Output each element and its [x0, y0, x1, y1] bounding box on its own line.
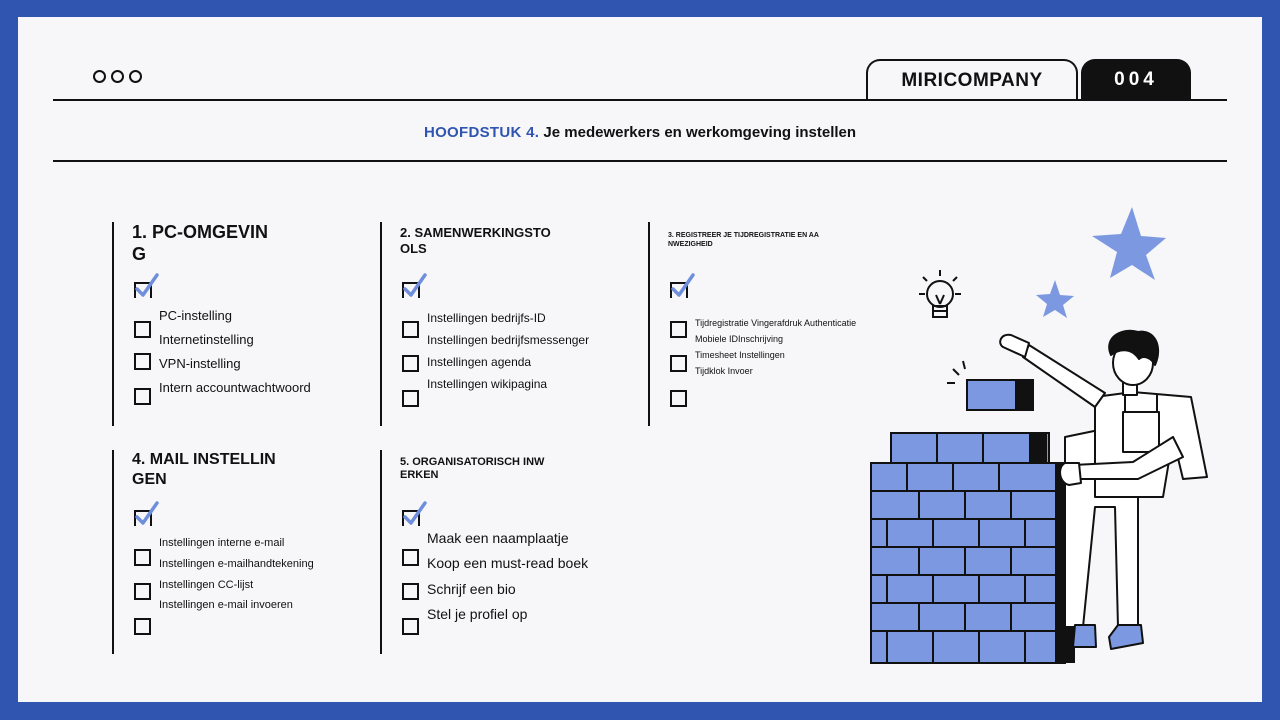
- checklist-item: Instellingen agenda: [427, 355, 532, 369]
- chapter-heading: [18, 124, 1262, 141]
- checkbox[interactable]: [402, 583, 419, 600]
- brick-wall-illustration: [871, 433, 1075, 663]
- builder-illustration: [833, 197, 1213, 677]
- checklist-item: Instellingen interne e-mail: [159, 537, 285, 549]
- checklist-item: Timesheet Instellingen: [695, 350, 785, 360]
- checkmark-icon: [134, 272, 160, 298]
- checkbox[interactable]: [670, 321, 687, 338]
- section-title: 2. SAMENWERKINGSTOOLS: [400, 225, 551, 256]
- checkbox[interactable]: [402, 321, 419, 338]
- checklist-item: Koop een must-read boek: [427, 555, 589, 571]
- chapter-divider: [53, 160, 1227, 162]
- star-icon: [1092, 207, 1166, 280]
- section-title: 1. PC-OMGEVING: [132, 222, 269, 264]
- checklist-item: Stel je profiel op: [427, 606, 528, 622]
- window-dots-icon: [93, 70, 142, 83]
- page-number-tab: 004: [1081, 59, 1191, 101]
- checkmark-icon: [402, 500, 428, 526]
- checkbox[interactable]: [134, 321, 151, 338]
- checkmark-icon: [134, 500, 160, 526]
- checklist-item: VPN-instelling: [159, 356, 241, 371]
- checkmark-icon: [402, 272, 428, 298]
- chapter-title: Je medewerkers en werkomgeving instellen: [543, 124, 857, 141]
- checkbox[interactable]: [134, 583, 151, 600]
- checklist-item: Tijdklok Invoer: [695, 366, 753, 376]
- section-title: 5. ORGANISATORISCH INWERKEN: [400, 456, 545, 482]
- checkbox[interactable]: [134, 353, 151, 370]
- checklist-item: Instellingen wikipagina: [427, 377, 548, 391]
- section-title: 4. MAIL INSTELLINGEN: [132, 451, 276, 488]
- checklist-item: Instellingen bedrijfsmessenger: [427, 333, 590, 347]
- checklist-item: Internetinstelling: [159, 332, 254, 347]
- star-icon: [1036, 280, 1074, 318]
- checkbox[interactable]: [402, 355, 419, 372]
- chapter-label: HOOFDSTUK 4.: [423, 124, 540, 141]
- checkbox[interactable]: [670, 355, 687, 372]
- section-pc-omgeving: [112, 222, 342, 426]
- checklist-item: Schrijf een bio: [427, 581, 516, 597]
- section-organisatorisch-inwerken: [380, 450, 620, 654]
- checklist-item: Mobiele IDInschrijving: [695, 334, 784, 344]
- checklist-item: Instellingen bedrijfs-ID: [427, 311, 546, 325]
- lightbulb-icon: [919, 270, 961, 317]
- checklist-item: PC-instelling: [159, 308, 232, 323]
- checkbox[interactable]: [134, 618, 151, 635]
- slide: [18, 17, 1262, 702]
- checklist-item: Instellingen CC-lijst: [159, 579, 254, 591]
- checkbox[interactable]: [402, 390, 419, 407]
- sparkle-lines: [947, 361, 965, 383]
- checkbox[interactable]: [134, 388, 151, 405]
- checkbox[interactable]: [670, 390, 687, 407]
- section-title: 3. REGISTREER JE TIJDREGISTRATIE EN AANWEZIGHEID: [668, 232, 819, 248]
- checklist-item: Instellingen e-mail invoeren: [159, 599, 293, 611]
- checkbox[interactable]: [402, 549, 419, 566]
- checklist-item: Maak een naamplaatje: [427, 530, 569, 546]
- checkmark-icon: [670, 272, 696, 298]
- section-mail-instellingen: [112, 450, 352, 654]
- checklist-item: Instellingen e-mailhandtekening: [159, 558, 314, 570]
- checkbox[interactable]: [134, 549, 151, 566]
- header-divider: [53, 99, 1227, 101]
- brand-tab: MIRICOMPANY: [866, 59, 1078, 101]
- checklist-item: Intern accountwachtwoord: [159, 380, 311, 395]
- checklist-item: Tijdregistratie Vingerafdruk Authenticatie: [695, 318, 857, 328]
- checkbox[interactable]: [402, 618, 419, 635]
- section-samenwerkingstools: [380, 222, 620, 426]
